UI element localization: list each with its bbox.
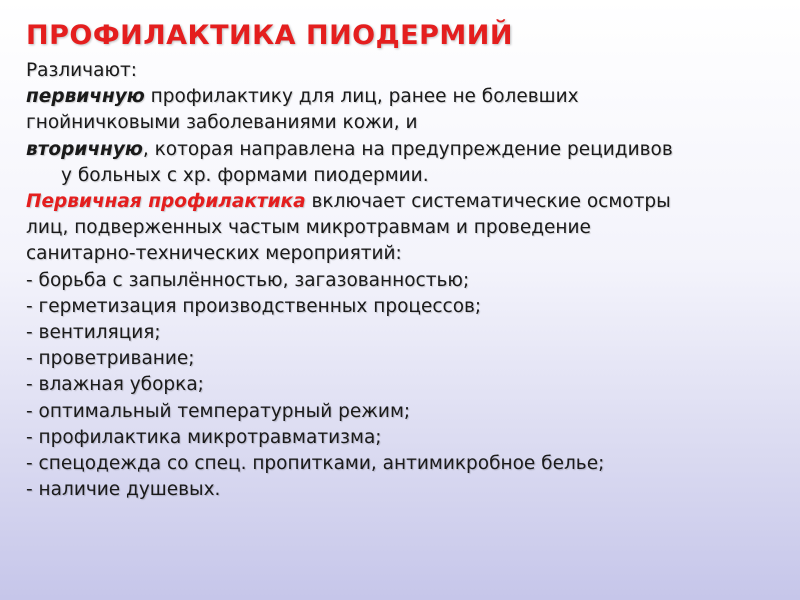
- definition-line-3: санитарно-технических мероприятий:: [26, 243, 402, 265]
- primary-term: первичную: [26, 86, 145, 108]
- definition-line-2: лиц, подверженных частым микротравмам и проведение: [26, 217, 591, 239]
- list-item: - вентиляция;: [26, 322, 161, 344]
- secondary-term: вторичную: [26, 138, 143, 160]
- list-item: - герметизация производственных процессов;: [26, 295, 482, 317]
- secondary-text: , которая направлена на предупреждение рецидивов: [142, 138, 673, 160]
- list-item: - влажная уборка;: [26, 374, 204, 396]
- list-item: - борьба с запылённостью, загазованностью;: [26, 269, 470, 291]
- intro-text: Различают:: [26, 60, 138, 81]
- list-item: - спецодежда со спец. пропитками, антимикробное белье;: [26, 453, 605, 475]
- secondary-line-2: у больных с хр. формами пиодермии.: [61, 164, 429, 186]
- list-item: - наличие душевых.: [26, 479, 221, 501]
- definition-line-1: [26, 189, 786, 215]
- definition-term: Первичная профилактика: [26, 191, 306, 213]
- list-item: - оптимальный температурный режим;: [26, 400, 411, 422]
- primary-line-2: гнойничковыми заболеваниями кожи, и: [26, 112, 418, 134]
- slide-title: ПРОФИЛАКТИКА ПИОДЕРМИЙ: [26, 20, 513, 51]
- list-item: - проветривание;: [26, 348, 195, 370]
- secondary-line-1: [26, 137, 786, 163]
- primary-line-1: [26, 84, 786, 110]
- definition-text: включает систематические осмотры: [305, 191, 671, 213]
- measures-list: [26, 268, 786, 504]
- list-item: - профилактика микротравматизма;: [26, 426, 382, 448]
- slide-content: [26, 18, 786, 503]
- primary-text: профилактику для лиц, ранее не болевших: [144, 86, 579, 108]
